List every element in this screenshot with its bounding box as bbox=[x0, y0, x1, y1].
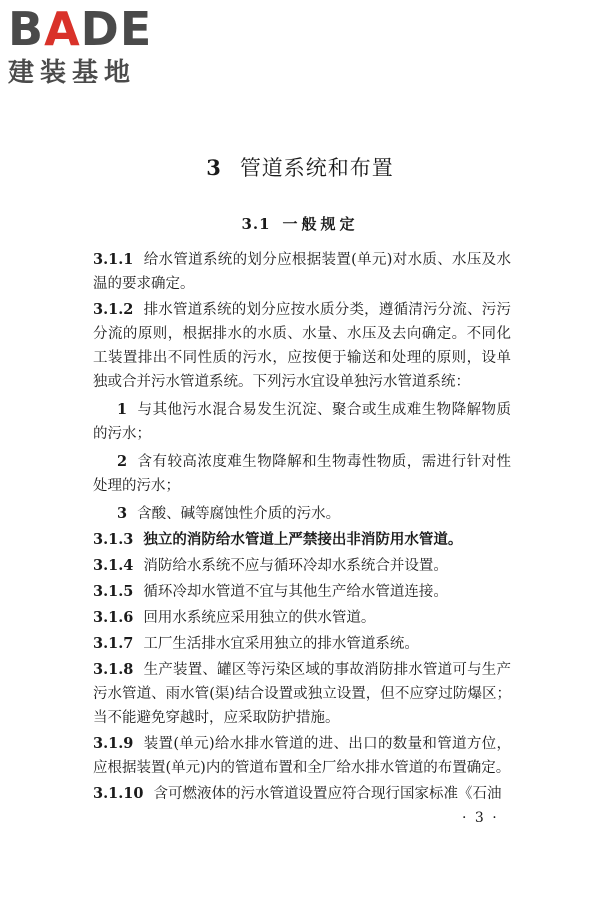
chapter-number: 3 bbox=[206, 155, 222, 180]
clause-text: 回用水系统应采用独立的供水管道。 bbox=[143, 610, 376, 626]
clause-3-1-9 bbox=[93, 732, 511, 780]
item-text: 含酸、碱等腐蚀性介质的污水。 bbox=[137, 506, 341, 522]
clause-3-1-5 bbox=[93, 580, 511, 604]
clause-number: 3.1.1 bbox=[93, 251, 134, 268]
clause-3-1-8 bbox=[93, 658, 511, 730]
chapter-title-text: 管道系统和布置 bbox=[239, 156, 394, 180]
section-title bbox=[0, 213, 600, 234]
clause-number: 3.1.5 bbox=[93, 583, 134, 600]
clause-text: 消防给水系统不应与循环冷却水系统合并设置。 bbox=[143, 558, 448, 574]
section-number: 3.1 bbox=[241, 215, 271, 233]
clause-3-1-6 bbox=[93, 606, 511, 630]
clause-number: 3.1.4 bbox=[93, 557, 134, 574]
clause-3-1-2 bbox=[93, 298, 511, 394]
clause-text: 装置(单元)给水排水管道的进、出口的数量和管道方位，应根据装置(单元)内的管道布置和全厂给水排水管道的布置确定。 bbox=[93, 736, 511, 776]
item-number: 3 bbox=[117, 505, 128, 522]
clause-number: 3.1.3 bbox=[93, 531, 134, 548]
clause-3-1-1 bbox=[93, 248, 511, 296]
clause-number: 3.1.2 bbox=[93, 301, 134, 318]
chapter-title bbox=[0, 152, 600, 182]
clause-text: 给水管道系统的划分应根据装置(单元)对水质、水压及水温的要求确定。 bbox=[93, 252, 511, 292]
clause-3-1-3 bbox=[93, 528, 511, 552]
clause-3-1-2-item-2 bbox=[93, 450, 511, 498]
clause-3-1-7 bbox=[93, 632, 511, 656]
clause-text: 含可燃液体的污水管道设置应符合现行国家标准《石油 bbox=[153, 786, 502, 802]
clause-text: 排水管道系统的划分应按水质分类，遵循清污分流、污污分流的原则，根据排水的水质、水量、水压及去向确定。不同化工装置排出不同性质的污水，应按便于输送和处理的原则，设单独或合并污水管道系统。下列污水宜设单独污水管道系统： bbox=[93, 302, 511, 390]
logo-letter-a: A bbox=[44, 2, 81, 56]
clause-number: 3.1.8 bbox=[93, 661, 134, 678]
logo-subtitle: 建装基地 bbox=[8, 58, 137, 88]
clause-3-1-2-item-3 bbox=[93, 502, 511, 526]
clause-text: 独立的消防给水管道上严禁接出非消防用水管道。 bbox=[143, 531, 463, 548]
clause-number: 3.1.9 bbox=[93, 735, 134, 752]
clause-number: 3.1.10 bbox=[93, 785, 144, 802]
logo-letter-b: B bbox=[8, 2, 45, 56]
item-text: 与其他污水混合易发生沉淀、聚合或生成难生物降解物质的污水； bbox=[93, 402, 511, 442]
section-title-text: 一般规定 bbox=[282, 215, 359, 233]
logo-wordmark bbox=[8, 2, 178, 56]
clause-list bbox=[93, 248, 511, 808]
item-number: 2 bbox=[117, 453, 128, 470]
item-text: 含有较高浓度难生物降解和生物毒性物质，需进行针对性处理的污水； bbox=[93, 454, 511, 494]
clause-text: 工厂生活排水宜采用独立的排水管道系统。 bbox=[143, 636, 419, 652]
clause-number: 3.1.6 bbox=[93, 609, 134, 626]
clause-3-1-10 bbox=[93, 782, 511, 806]
clause-3-1-4 bbox=[93, 554, 511, 578]
logo-letters-de: DE bbox=[80, 2, 153, 56]
clause-text: 生产装置、罐区等污染区域的事故消防排水管道可与生产污水管道、雨水管(渠)结合设置或独立设置，但不应穿过防爆区；当不能避免穿越时，应采取防护措施。 bbox=[93, 662, 511, 726]
clause-text: 循环冷却水管道不宜与其他生产给水管道连接。 bbox=[143, 584, 448, 600]
logo bbox=[8, 2, 178, 88]
page-number: · 3 · bbox=[462, 810, 499, 826]
clause-number: 3.1.7 bbox=[93, 635, 134, 652]
item-number: 1 bbox=[117, 401, 128, 418]
clause-3-1-2-item-1 bbox=[93, 398, 511, 446]
